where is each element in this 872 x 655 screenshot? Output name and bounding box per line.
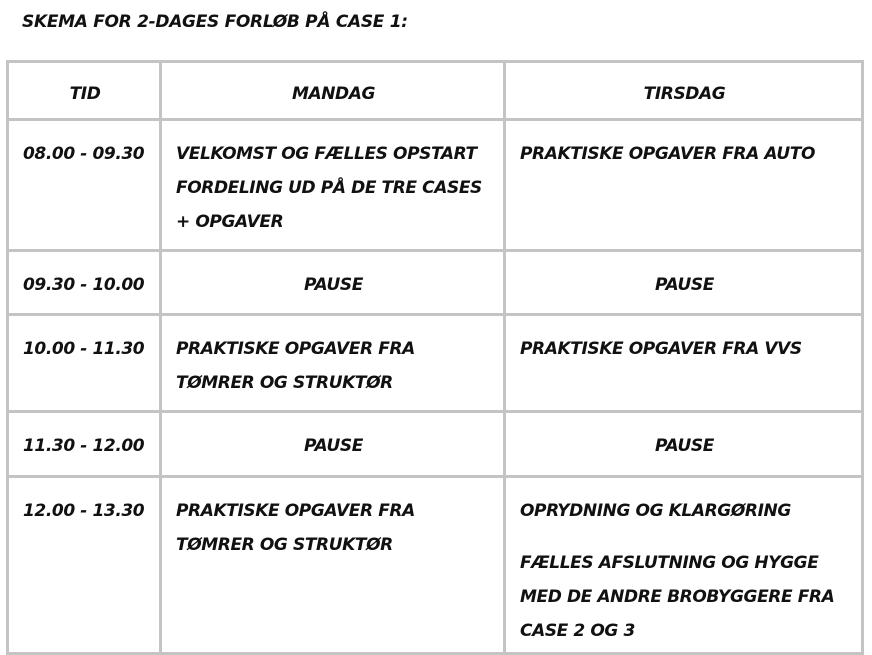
monday-cell: [161, 120, 505, 251]
table-header-row: [8, 62, 863, 120]
time-cell: 08.00 - 09.30: [8, 120, 161, 251]
monday-cell: [161, 315, 505, 412]
pause-label: PAUSE: [655, 436, 714, 456]
monday-text: PRAKTISKE OPGAVER FRA TØMRER OG STRUKTØR: [176, 501, 415, 555]
tuesday-cell: [505, 412, 863, 477]
schedule-table: [6, 60, 864, 655]
monday-cell: [161, 412, 505, 477]
table-row: [8, 315, 863, 412]
tuesday-text: PRAKTISKE OPGAVER FRA VVS: [520, 339, 802, 359]
tuesday-text: PRAKTISKE OPGAVER FRA AUTO: [520, 144, 816, 164]
table-row: [8, 477, 863, 654]
time-cell: 11.30 - 12.00: [8, 412, 161, 477]
page-title: SKEMA FOR 2-DAGES FORLØB PÅ CASE 1:: [22, 12, 408, 32]
time-cell: 10.00 - 11.30: [8, 315, 161, 412]
table-row: [8, 120, 863, 251]
tuesday-cell: [505, 120, 863, 251]
tuesday-cell: [505, 251, 863, 315]
pause-label: PAUSE: [304, 436, 363, 456]
monday-cell: [161, 251, 505, 315]
monday-text: PRAKTISKE OPGAVER FRA TØMRER OG STRUKTØR: [176, 339, 415, 393]
pause-label: PAUSE: [304, 275, 363, 295]
table-row: [8, 412, 863, 477]
header-time: TID: [8, 62, 161, 120]
tuesday-cell: [505, 315, 863, 412]
monday-text: FORDELING UD PÅ DE TRE CASES + OPGAVER: [176, 178, 482, 232]
monday-cell: [161, 477, 505, 654]
monday-text: VELKOMST OG FÆLLES OPSTART: [176, 144, 477, 164]
tuesday-cell: [505, 477, 863, 654]
time-cell: 12.00 - 13.30: [8, 477, 161, 654]
tuesday-text: FÆLLES AFSLUTNING OG HYGGE MED DE ANDRE BROBYGGERE FRA CASE 2 OG 3: [520, 553, 835, 641]
time-cell: 09.30 - 10.00: [8, 251, 161, 315]
table-row: [8, 251, 863, 315]
tuesday-text: OPRYDNING OG KLARGØRING: [520, 501, 791, 521]
header-tuesday: TIRSDAG: [505, 62, 863, 120]
pause-label: PAUSE: [655, 275, 714, 295]
header-monday: MANDAG: [161, 62, 505, 120]
